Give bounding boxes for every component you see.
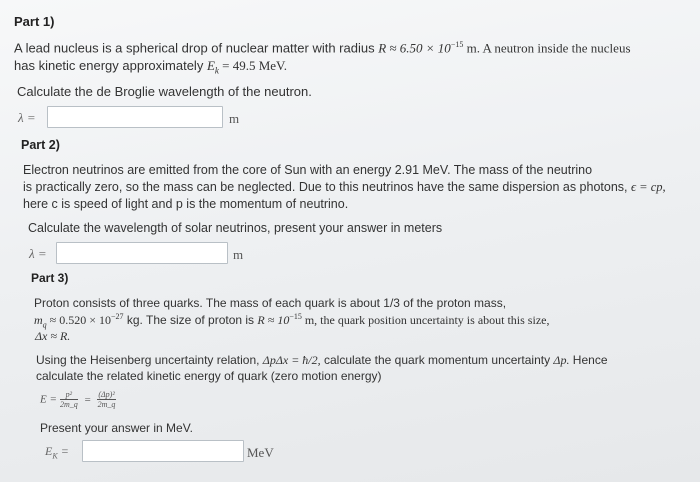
part1-answer-input[interactable]	[47, 106, 223, 128]
part2-title: Part 2)	[21, 138, 60, 152]
part1-unit: m	[229, 111, 240, 126]
part3-text-line4: Using the Heisenberg uncertainty relation, ΔpΔx = ħ/2, calculate the quark momentum uncertainty Δp. Hence	[36, 353, 608, 367]
part1-prompt: Calculate the de Broglie wavelength of the neutron.	[17, 84, 312, 99]
part3-text-line1: Proton consists of three quarks. The mass of each quark is about 1/3 of the proton mass,	[34, 296, 507, 310]
part2-answer-input[interactable]	[56, 242, 228, 264]
part2-text-line2: is practically zero, so the mass can be neglected. Due to this neutrinos have the same dispersion as photons, ϵ = cp,	[23, 180, 666, 194]
kinetic-energy-formula: E = $\frac{\text{p²}}{2m\_q}$ = $\frac{\text{(Δp)²}}{2m\_q}$	[40, 390, 116, 409]
part3-prompt: Present your answer in MeV.	[40, 421, 193, 435]
part2-text-line1: Electron neutrinos are emitted from the core of Sun with an energy 2.91 MeV. The mass of the neutrino	[23, 163, 593, 177]
part3-text-line5: calculate the related kinetic energy of quark (zero motion energy)	[36, 369, 382, 383]
part1-lambda-label: λ =	[18, 110, 36, 125]
part1-title: Part 1)	[14, 14, 55, 29]
formula-fraction-2: $\frac{\text{(Δp)²}}{2m\_q}$	[97, 390, 116, 409]
part3-text-line2: $m_q \approx 0.520 \times 10^{-27}$ kg. The size of proton is $R \approx 10^{-15}$ m, the quark position uncertainty is about this size,	[34, 312, 550, 330]
part2-prompt: Calculate the wavelength of solar neutrinos, present your answer in meters	[28, 221, 443, 235]
part3-text-line3: Δx ≈ R.	[35, 329, 71, 343]
part2-text-line3: here c is speed of light and p is the momentum of neutrino.	[23, 197, 349, 211]
part3-answer-input[interactable]	[82, 440, 244, 462]
part1-text-line1: A lead nucleus is a spherical drop of nuclear matter with radius $R \approx 6.50 \times 10^{-15}$ m. A neutron inside the nucleus	[14, 40, 631, 56]
part3-title: Part 3)	[31, 271, 69, 285]
part3-unit: MeV	[247, 445, 274, 460]
formula-fraction-1: $\frac{\text{p²}}{2m\_q}$	[59, 390, 78, 409]
part1-text-line2: has kinetic energy approximately $E_k = 49.5$ MeV.	[14, 58, 288, 76]
part2-unit: m	[233, 247, 244, 262]
part3-energy-label: $E_K$ =	[45, 444, 69, 461]
part2-lambda-label: λ =	[29, 246, 47, 261]
